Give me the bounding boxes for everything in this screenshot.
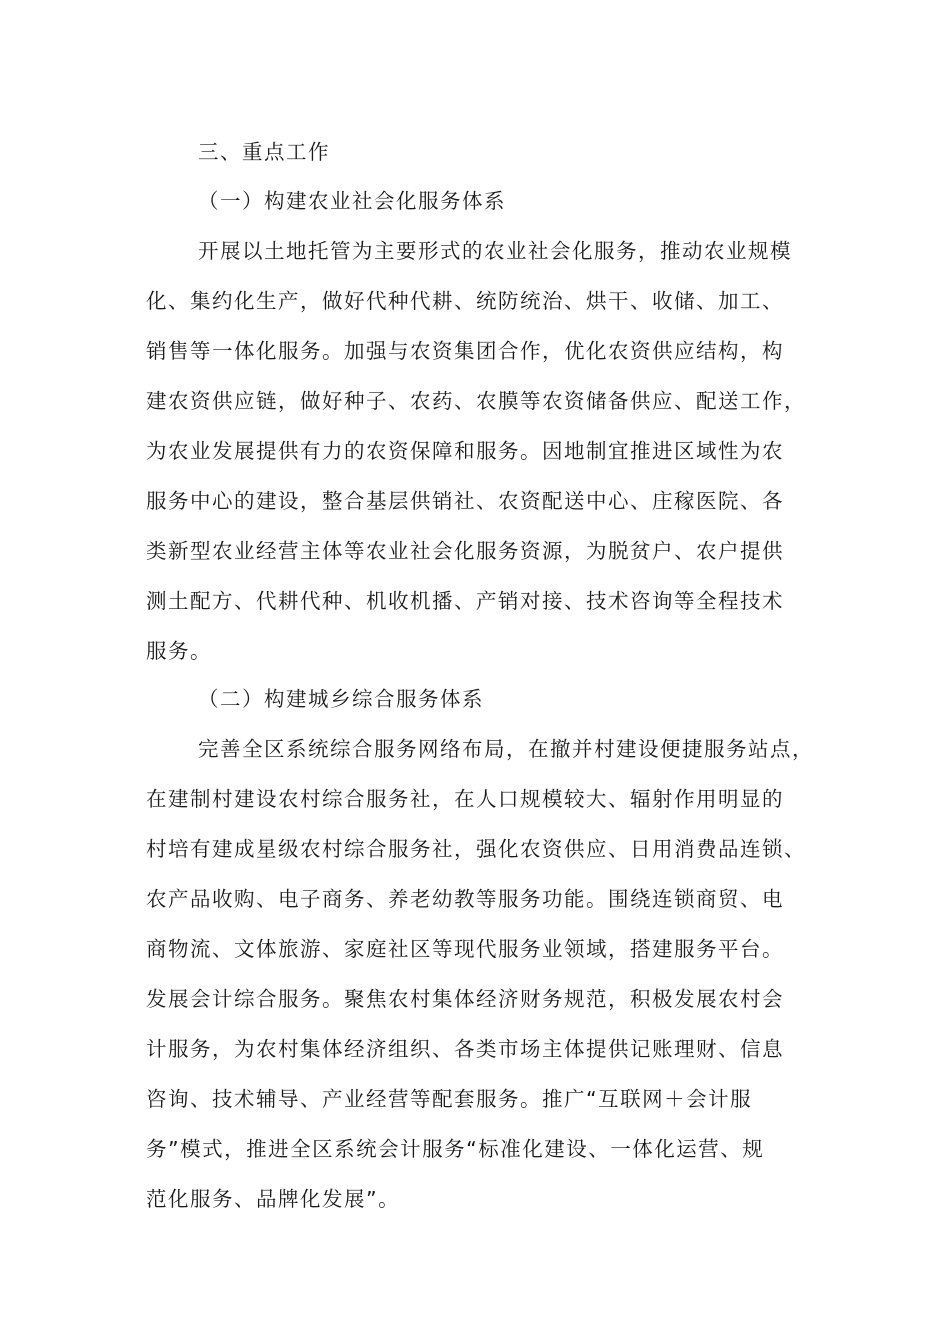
paragraph-2-line: 在建制村建设农村综合服务社，在人口规模较大、辐射作用明显的: [146, 787, 784, 811]
paragraph-1-line: 测土配方、代耕代种、机收机播、产销对接、技术咨询等全程技术: [146, 589, 784, 613]
section-heading: 三、重点工作: [198, 140, 330, 164]
subsection-1-heading: （一）构建农业社会化服务体系: [198, 189, 506, 213]
paragraph-2-line: 务”模式，推进全区系统会计服务“标准化建设、一体化运营、规: [146, 1137, 765, 1161]
paragraph-1-line: 服务。: [146, 639, 212, 663]
paragraph-1-line: 化、集约化生产，做好代种代耕、统防统治、烘干、收储、加工、: [146, 289, 784, 313]
paragraph-2-line: 发展会计综合服务。聚焦农村集体经济财务规范，积极发展农村会: [146, 987, 784, 1011]
paragraph-2-line: 村培有建成星级农村综合服务社，强化农资供应、日用消费品连锁、: [146, 837, 806, 861]
paragraph-1-line: 类新型农业经营主体等农业社会化服务资源，为脱贫户、农户提供: [146, 539, 784, 563]
paragraph-2-line: 计服务，为农村集体经济组织、各类市场主体提供记账理财、信息: [146, 1037, 784, 1061]
paragraph-1-line: 开展以土地托管为主要形式的农业社会化服务，推动农业规模: [198, 239, 792, 263]
paragraph-2-line: 农产品收购、电子商务、养老幼教等服务功能。围绕连锁商贸、电: [146, 887, 784, 911]
paragraph-1-line: 服务中心的建设，整合基层供销社、农资配送中心、庄稼医院、各: [146, 489, 784, 513]
paragraph-1-line: 建农资供应链，做好种子、农药、农膜等农资储备供应、配送工作，: [146, 389, 806, 413]
paragraph-2-line: 咨询、技术辅导、产业经营等配套服务。推广“互联网＋会计服: [146, 1087, 753, 1111]
paragraph-2-line: 范化服务、品牌化发展”。: [146, 1187, 401, 1211]
paragraph-1-line: 为农业发展提供有力的农资保障和服务。因地制宜推进区域性为农: [146, 439, 784, 463]
paragraph-1-line: 销售等一体化服务。加强与农资集团合作，优化农资供应结构，构: [146, 339, 784, 363]
paragraph-2-line: 完善全区系统综合服务网络布局，在撤并村建设便捷服务站点，: [198, 737, 814, 761]
paragraph-2-line: 商物流、文体旅游、家庭社区等现代服务业领域，搭建服务平台。: [146, 937, 784, 961]
subsection-2-heading: （二）构建城乡综合服务体系: [198, 687, 484, 711]
